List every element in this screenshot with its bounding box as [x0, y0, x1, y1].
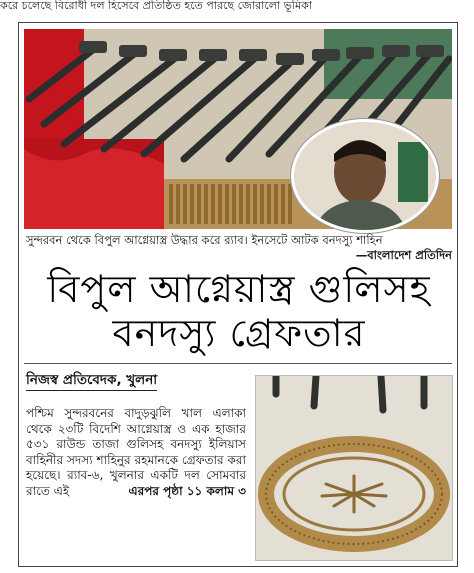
- article-body-text: পশ্চিম সুন্দরবনের বাদুড়ঝুলি খাল এলাকা থেকে ২৩টি বিদেশি আগ্নেয়াস্ত্র ও এক হাজার ৫৩১ রাউন্ড তাজা গুলিসহ বনদস্যু ইলিয়াস বাহিনীর সদস্য শাহিনুর রহমানকে গ্রেফতার করা হয়েছে। র‍্যাব-৬, খুলনার একটি দল সোমবার রাতে এই: [26, 406, 246, 498]
- photo-credit: —বাংলাদেশ প্রতিদিন: [355, 248, 452, 262]
- photo-caption: [26, 233, 452, 262]
- ammunition-photo-illustration: [256, 376, 452, 560]
- article-body: [26, 406, 246, 499]
- ammunition-photo: [255, 375, 453, 561]
- suspect-portrait-inset: [291, 119, 439, 233]
- byline: নিজস্ব প্রতিবেদক, খুলনা: [26, 371, 157, 391]
- caption-text: সুন্দরবন থেকে বিপুল আগ্নেয়াস্ত্র উদ্ধার করে র‍্যাব। ইনসেটে আটক বনদস্যু শাহিন: [26, 233, 383, 247]
- news-article: [18, 22, 458, 567]
- headline: [24, 267, 454, 355]
- previous-article-strip: করে চলেছে বিরোধী দল হিসেবে প্রতিষ্ঠিত হতে পারছে জোরালো ভূমিকা: [0, 0, 312, 12]
- suspect-portrait-illustration: [294, 122, 436, 230]
- headline-line-1: বিপুল আগ্নেয়াস্ত্র গুলিসহ: [47, 267, 431, 311]
- divider: [24, 363, 452, 364]
- headline-line-2: বনদস্যু গ্রেফতার: [112, 311, 366, 355]
- continued-on-page[interactable]: এরপর পৃষ্ঠা ১১ কলাম ৩: [128, 483, 246, 498]
